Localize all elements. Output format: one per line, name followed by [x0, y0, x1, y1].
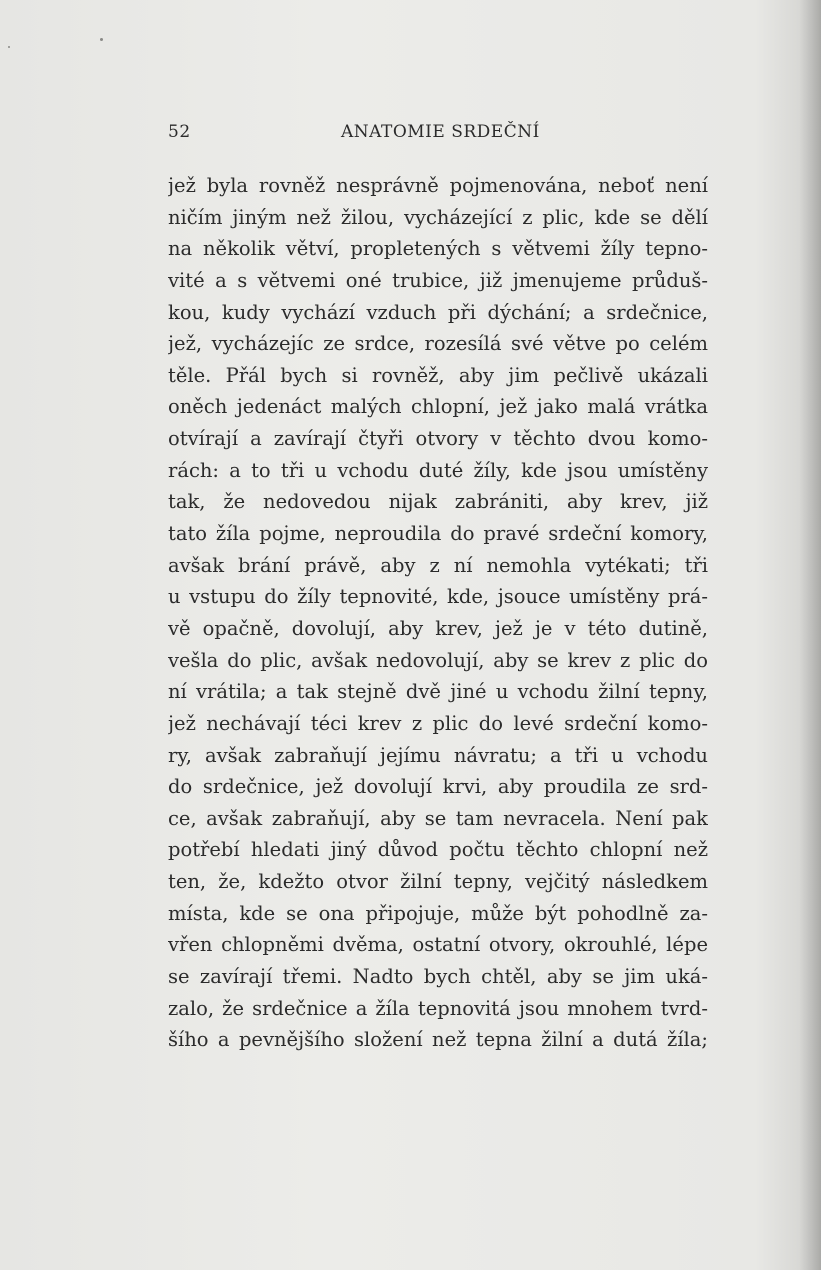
page-spine-shadow — [799, 0, 821, 1270]
text-line: se zavírají třemi. Nadto bych chtěl, aby se jim uká- — [168, 965, 708, 989]
text-line: kou, kudy vychází vzduch při dýchání; a srdečnice, — [168, 300, 708, 324]
text-line: vešla do plic, avšak nedovolují, aby se krev z plic do — [168, 648, 708, 672]
page-number: 52 — [168, 122, 191, 142]
text-line: jež, vycházejíc ze srdce, rozesílá své větve po celém — [168, 332, 708, 356]
text-line: těle. Přál bych si rovněž, aby jim pečlivě ukázali — [168, 363, 708, 387]
text-line: místa, kde se ona připojuje, může být pohodlně za- — [168, 901, 708, 925]
text-line: zalo, že srdečnice a žíla tepnovitá jsou mnohem tvrd- — [168, 996, 708, 1020]
text-line: potřebí hledati jiný důvod počtu těchto chlopní než — [168, 838, 708, 862]
text-line: ce, avšak zabraňují, aby se tam nevracela. Není pak — [168, 806, 708, 830]
text-line: do srdečnice, jež dovolují krvi, aby proudila ze srd- — [168, 775, 708, 799]
text-line: oněch jedenáct malých chlopní, jež jako malá vrátka — [168, 395, 708, 419]
text-line: tato žíla pojme, neproudila do pravé srdeční komory, — [168, 522, 708, 546]
text-line: vřen chlopněmi dvěma, ostatní otvory, okrouhlé, lépe — [168, 933, 708, 957]
paper-speck — [100, 38, 103, 41]
paper-speck — [8, 46, 10, 48]
text-line: rách: a to tři u vchodu duté žíly, kde jsou umístěny — [168, 458, 708, 482]
text-line: jež nechávají téci krev z plic do levé srdeční komo- — [168, 711, 708, 735]
text-line: tak, že nedovedou nijak zabrániti, aby krev, již — [168, 490, 708, 514]
page-header — [168, 122, 708, 148]
running-title: ANATOMIE SRDEČNÍ — [341, 122, 540, 142]
text-line: avšak brání právě, aby z ní nemohla vytékati; tři — [168, 553, 708, 577]
text-line: ten, že, kdežto otvor žilní tepny, vejčitý následkem — [168, 870, 708, 894]
text-line: otvírají a zavírají čtyři otvory v těchto dvou komo- — [168, 427, 708, 451]
text-line: jež byla rovněž nesprávně pojmenována, neboť není — [168, 174, 708, 197]
text-line: ry, avšak zabraňují jejímu návratu; a tři u vchodu — [168, 743, 708, 767]
text-line: šího a pevnějšího složení než tepna žilní a dutá žíla; — [168, 1028, 708, 1052]
text-line: ní vrátila; a tak stejně dvě jiné u vchodu žilní tepny, — [168, 680, 708, 704]
text-line: ničím jiným než žilou, vycházející z plic, kde se dělí — [168, 205, 708, 229]
body-text — [168, 170, 708, 1056]
text-line: vě opačně, dovolují, aby krev, jež je v této dutině, — [168, 616, 708, 640]
text-line: na několik větví, propletených s větvemi žíly tepno- — [168, 237, 708, 261]
text-line: vité a s větvemi oné trubice, již jmenujeme průduš- — [168, 268, 708, 292]
text-line: u vstupu do žíly tepnovité, kde, jsouce umístěny prá- — [168, 585, 708, 609]
